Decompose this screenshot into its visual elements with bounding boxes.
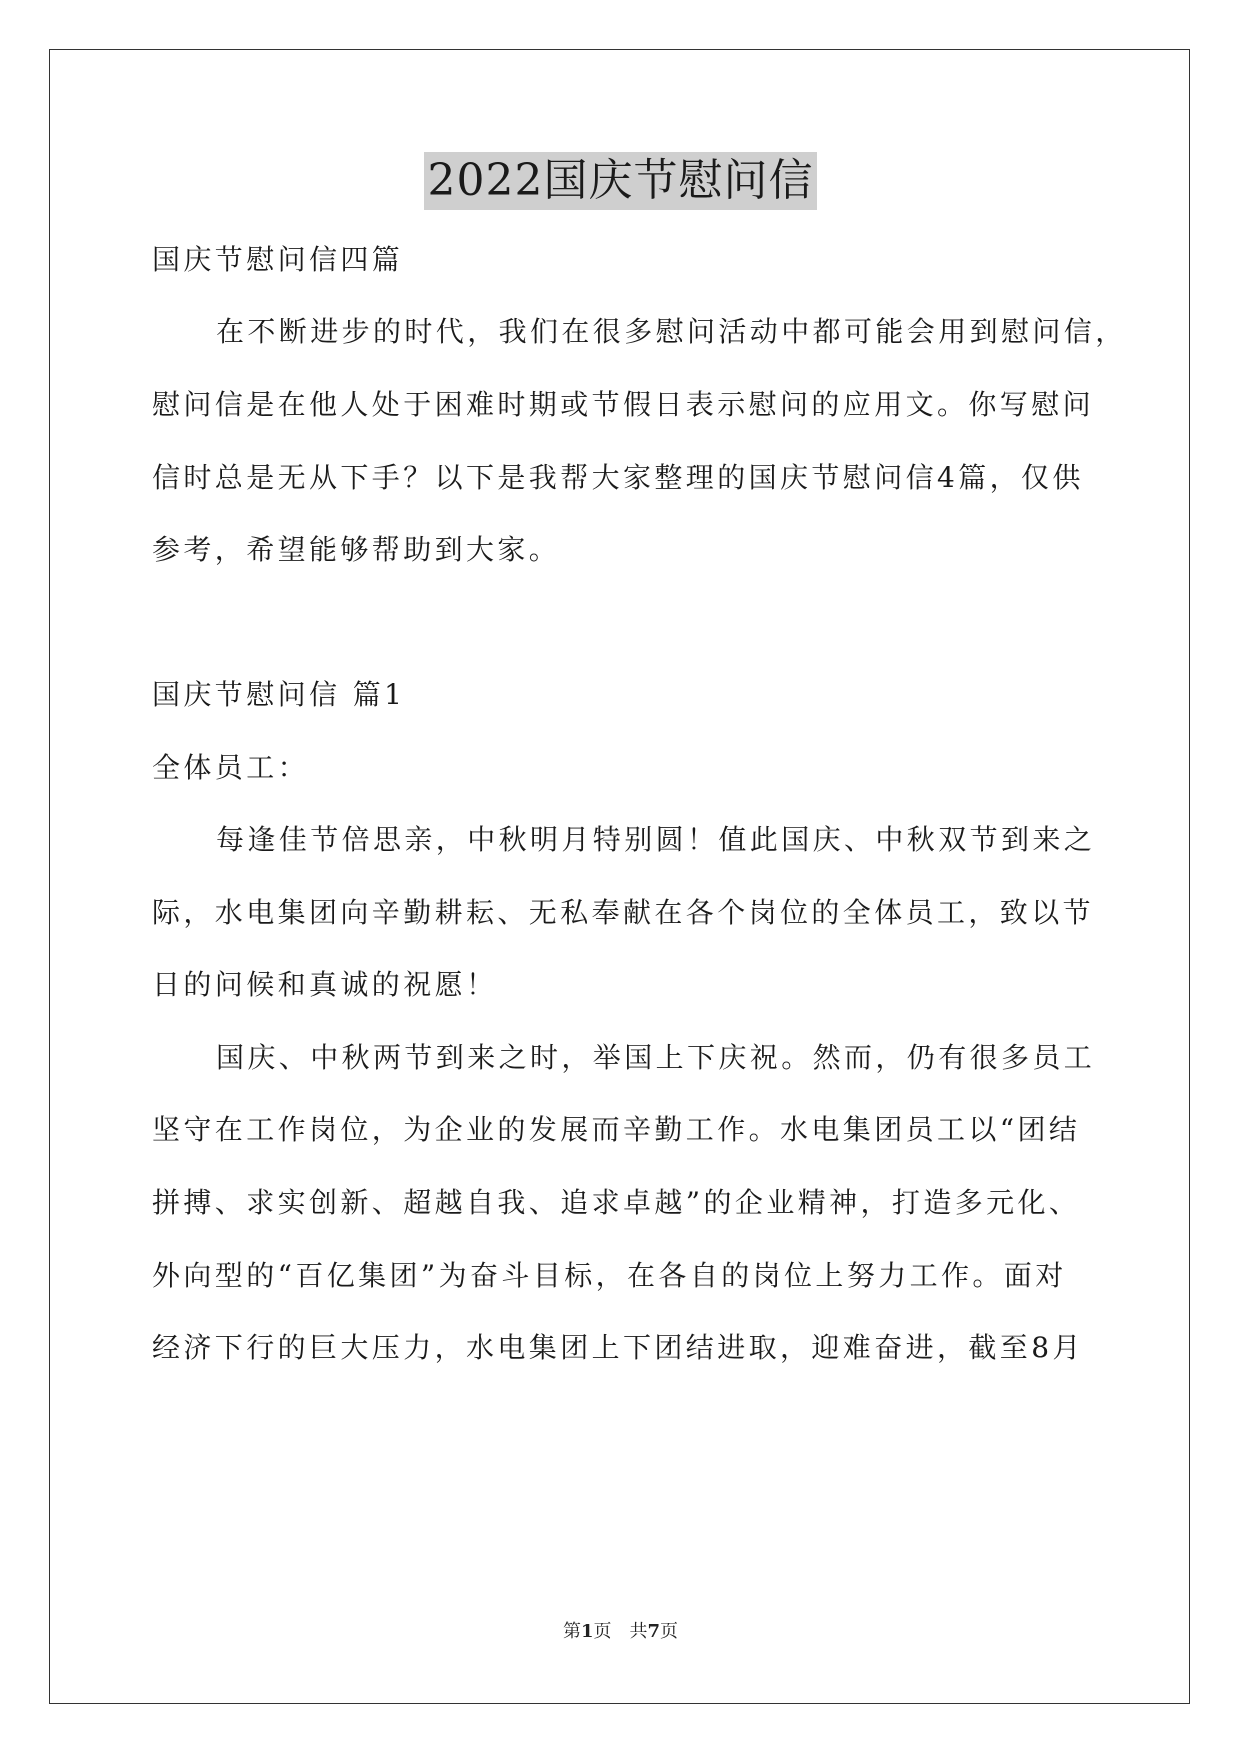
page-mid: 页 共 xyxy=(593,1621,648,1642)
paragraph-line: 在不断进步的时代，我们在很多慰问活动中都可能会用到慰问信， xyxy=(216,315,1127,348)
paragraph-line: 参考，希望能够帮助到大家。 xyxy=(152,533,561,566)
paragraph-line: 经济下行的巨大压力，水电集团上下团结进取，迎难奋进，截至8月 xyxy=(152,1331,1084,1364)
paragraph-line: 日的问候和真诚的祝愿！ xyxy=(152,968,498,1001)
paragraph-line: 外向型的“百亿集团”为奋斗目标，在各自的岗位上努力工作。面对 xyxy=(152,1259,1067,1292)
paragraph-line: 慰问信是在他人处于困难时期或节假日表示慰问的应用文。你写慰问 xyxy=(152,388,1095,421)
page-footer xyxy=(0,1620,1241,1644)
paragraph-line: 国庆、中秋两节到来之时，举国上下庆祝。然而，仍有很多员工 xyxy=(216,1041,1096,1074)
page-suffix: 页 xyxy=(660,1621,679,1642)
page-prefix: 第 xyxy=(562,1621,581,1642)
paragraph-line: 拼搏、求实创新、超越自我、追求卓越”的企业精神，打造多元化、 xyxy=(152,1186,1081,1219)
page-border xyxy=(49,49,1190,1704)
current-page-number: 1 xyxy=(580,1621,594,1642)
total-page-number: 7 xyxy=(647,1621,661,1642)
subtitle-line: 国庆节慰问信四篇 xyxy=(152,243,404,276)
paragraph-line: 每逢佳节倍思亲，中秋明月特别圆！值此国庆、中秋双节到来之 xyxy=(216,823,1096,856)
paragraph-line: 际，水电集团向辛勤耕耘、无私奉献在各个岗位的全体员工，致以节 xyxy=(152,896,1095,929)
title-container xyxy=(0,152,1241,210)
salutation: 全体员工： xyxy=(152,751,310,784)
document-title: 2022国庆节慰问信 xyxy=(424,152,818,210)
section-heading: 国庆节慰问信 篇1 xyxy=(152,678,406,711)
paragraph-line: 信时总是无从下手？以下是我帮大家整理的国庆节慰问信4篇，仅供 xyxy=(152,461,1084,494)
paragraph-line: 坚守在工作岗位，为企业的发展而辛勤工作。水电集团员工以“团结 xyxy=(152,1113,1081,1146)
